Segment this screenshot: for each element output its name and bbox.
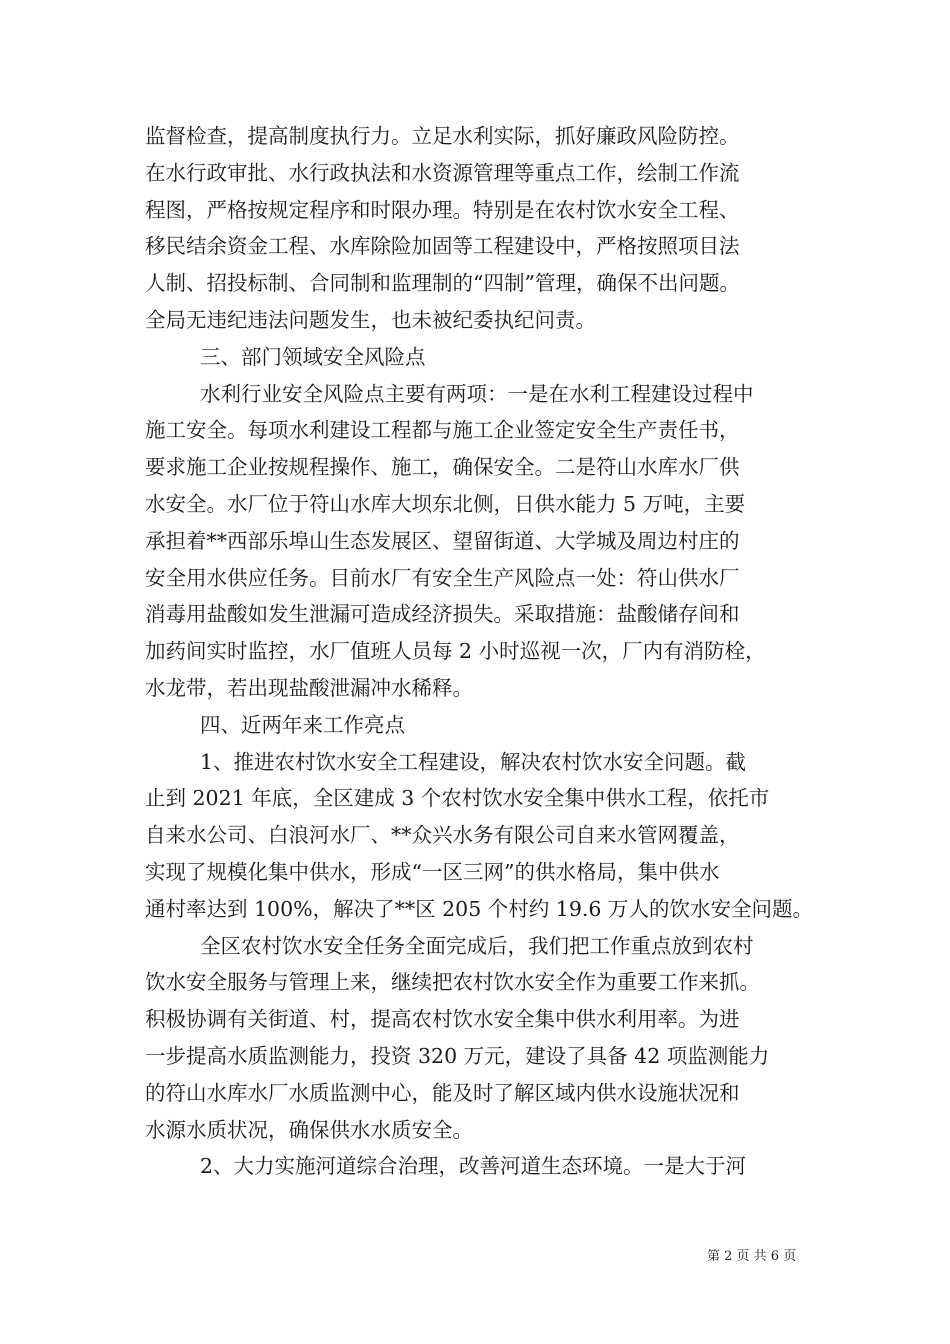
text-line: 程图，严格按规定程序和时限办理。特别是在农村饮水安全工程、 xyxy=(145,197,740,222)
text-line: 安全用水供应任务。目前水厂有安全生产风险点一处：符山供水厂 xyxy=(145,565,740,590)
text-line: 自来水公司、白浪河水厂、**众兴水务有限公司自来水管网覆盖， xyxy=(145,823,740,848)
text-line: 在水行政审批、水行政执法和水资源管理等重点工作，绘制工作流 xyxy=(145,160,740,185)
text-line: 饮水安全服务与管理上来，继续把农村饮水安全作为重要工作来抓。 xyxy=(145,970,760,995)
text-line: 实现了规模化集中供水，形成“一区三网”的供水格局，集中供水 xyxy=(145,859,720,884)
text-line: 水安全。水厂位于符山水库大坝东北侧，日供水能力 5 万吨，主要 xyxy=(145,491,746,516)
paragraph-first-line: 1、推进农村饮水安全工程建设，解决农村饮水安全问题。截 xyxy=(200,749,747,774)
document-body xyxy=(145,118,825,1185)
text-line: 消毒用盐酸如发生泄漏可造成经济损失。采取措施：盐酸储存间和 xyxy=(145,602,740,627)
text-line: 人制、招投标制、合同制和监理制的“四制”管理，确保不出问题。 xyxy=(145,271,740,296)
text-line: 水源水质状况，确保供水水质安全。 xyxy=(145,1117,473,1142)
text-line: 一步提高水质监测能力，投资 320 万元，建设了具备 42 项监测能力 xyxy=(145,1043,770,1068)
paragraph-first-line: 全区农村饮水安全任务全面完成后，我们把工作重点放到农村 xyxy=(200,933,754,958)
text-line: 承担着**西部乐埠山生态发展区、望留街道、大学城及周边村庄的 xyxy=(145,528,740,553)
section-heading: 三、部门领域安全风险点 xyxy=(200,344,426,369)
text-line: 加药间实时监控，水厂值班人员每 2 小时巡视一次，厂内有消防栓， xyxy=(145,639,766,664)
text-line: 施工安全。每项水利建设工程都与施工企业签定安全生产责任书， xyxy=(145,418,740,443)
text-line: 积极协调有关街道、村，提高农村饮水安全集中供水利用率。为进 xyxy=(145,1007,740,1032)
text-line: 全局无违纪违法问题发生，也未被纪委执纪问责。 xyxy=(145,307,596,332)
paragraph-first-line: 水利行业安全风险点主要有两项：一是在水利工程建设过程中 xyxy=(200,381,754,406)
text-line: 水龙带，若出现盐酸泄漏冲水稀释。 xyxy=(145,675,473,700)
paragraph-first-line: 2、大力实施河道综合治理，改善河道生态环境。一是大于河 xyxy=(200,1154,747,1179)
section-heading: 四、近两年来工作亮点 xyxy=(200,712,405,737)
text-line: 监督检查，提高制度执行力。立足水利实际，抓好廉政风险防控。 xyxy=(145,124,740,148)
text-line: 的符山水库水厂水质监测中心，能及时了解区域内供水设施状况和 xyxy=(145,1080,740,1105)
text-line: 移民结余资金工程、水库除险加固等工程建设中，严格按照项目法 xyxy=(145,234,740,259)
page-number: 第 2 页 共 6 页 xyxy=(707,1249,797,1264)
text-line: 止到 2021 年底，全区建成 3 个农村饮水安全集中供水工程，依托市 xyxy=(145,786,770,811)
text-line: 通村率达到 100%，解决了**区 205 个村约 19.6 万人的饮水安全问题。 xyxy=(145,896,813,921)
text-line: 要求施工企业按规程操作、施工，确保安全。二是符山水库水厂供 xyxy=(145,455,740,480)
